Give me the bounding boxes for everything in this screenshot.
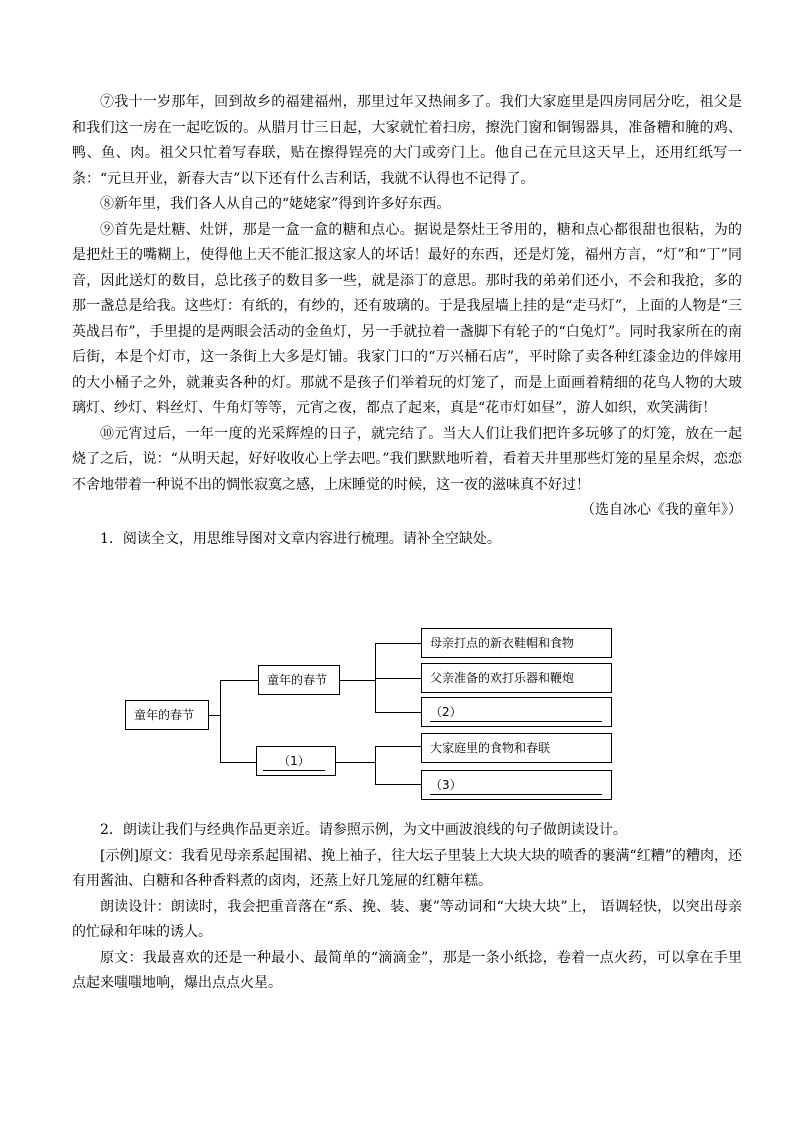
question-2-prompt: 2．朗读让我们与经典作品更亲近。请参照示例，为文中画波浪线的句子做朗读设计。 <box>100 822 627 838</box>
mind-map-leaf-3 <box>421 733 612 763</box>
mind-map-root-label: 童年的春节 <box>134 708 195 722</box>
article-text <box>72 90 742 552</box>
question-1-prompt: 1．阅读全文，用思维导图对文章内容进行梳理。请补全空缺处。 <box>100 530 501 547</box>
paragraph-10: ⑩元宵过后，一年一度的光采辉煌的日子，就完结了。当大人们让我们把许多玩够了的灯笼，放在一起烧了之后，说：“从明天起，好好收收心上学去吧。”我们默默地听着，看着天井里那些灯笼的星星余烬，恋恋不舍地带着一种说不出的惆怅寂寞之感，上床睡觉的时候，这一夜的滋味真不好过！ <box>72 425 742 493</box>
paragraph-7: ⑦我十一岁那年，回到故乡的福建福州，那里过年又热闹多了。我们大家庭里是四房同居分吃，祖父是和我们这一房在一起吃饭的。从腊月廿三日起，大家就忙着扫房，擦洗门窗和铜锡器具，准备糟和腌的鸡、鸭、鱼、肉。祖父只忙着写春联，贴在擦得锃亮的大门或旁门上。他自己在元旦这天早上，还用红纸写一条：“元旦开业，新春大吉”以下还有什么吉利话，我就不认得也不记得了。 <box>72 94 742 187</box>
mind-map-branch-upper <box>258 665 340 695</box>
original-sentence: 原文：我最喜欢的还是一种最小、最简单的“滴滴金”，那是一条小纸捻，卷着一点火药，可以拿在手里点起来嗤嗤地响，爆出点点火星。 <box>72 949 742 991</box>
mind-map-root <box>125 700 209 730</box>
paragraph-9: ⑨首先是灶糖、灶饼，那是一盒一盒的糖和点心。据说是祭灶王爷用的，糖和点心都很甜也很粘，为的是把灶王的嘴糊上，使得他上天不能汇报这家人的坏话！最好的东西，还是灯笼，福州方言，“灯”和“丁”同音，因此送灯的数目，总比孩子的数目多一些，就是添丁的意思。那时我的弟弟们还小，不会和我抢，多的那一盏总是给我。这些灯：有纸的，有纱的，还有玻璃的。于是我屋墙上挂的是“走马灯”，上面的人物是“三英战吕布”，手里提的是两眼会活动的金鱼灯，另一手就拉着一盏脚下有轮子的“白兔灯”。同时我家所在的南后街，本是个灯市，这一条街上大多是灯铺。我家门口的“万兴桶石店”，平时除了卖各种红漆金边的伴嫁用的大小桶子之外，就兼卖各种的灯。那就不是孩子们举着玩的灯笼了，而是上面画着精细的花鸟人物的大玻璃灯、纱灯、料丝灯、牛角灯等等，元宵之夜，都点了起来，真是“花市灯如昼”，游人如织，欢笑满街！ <box>72 221 742 416</box>
blank-1-label: （1） <box>278 754 310 768</box>
mind-map-leaf-blank-3 <box>421 770 612 800</box>
example-text: [示例]原文：我看见母亲系起围裙、挽上袖子，往大坛子里装上大块大块的喷香的裹满“红糟”的糟肉，还有用酱油、白糖和各种香料煮的卤肉，还蒸上好几笼屉的红糖年糕。 <box>72 847 742 889</box>
mind-map-leaf-blank-2 <box>421 697 612 727</box>
leaf-3-label: 大家庭里的食物和春联 <box>430 741 551 755</box>
paragraph-8: ⑧新年里，我们各人从自己的“姥姥家”得到许多好东西。 <box>100 196 451 212</box>
leaf-2-label: 父亲准备的欢打乐器和鞭炮 <box>430 671 575 685</box>
reading-design: 朗读设计：朗读时，我会把重音落在“系、挽、装、裹”等动词和“大块大块”上， 语调轻快，以突出母亲的忙碌和年味的诱人。 <box>72 898 742 940</box>
blank-2-label: （2） <box>430 705 462 719</box>
leaf-1-label: 母亲打点的新衣鞋帽和食物 <box>430 636 575 650</box>
mind-map-branch-upper-label: 童年的春节 <box>267 673 328 687</box>
mind-map-branch-lower <box>256 746 336 776</box>
source-citation: （选自冰心《我的童年》） <box>581 502 742 518</box>
mind-map-leaf-2 <box>421 663 612 693</box>
question-2 <box>72 818 742 997</box>
blank-3-label: （3） <box>430 778 462 792</box>
mind-map-leaf-1 <box>421 628 612 658</box>
